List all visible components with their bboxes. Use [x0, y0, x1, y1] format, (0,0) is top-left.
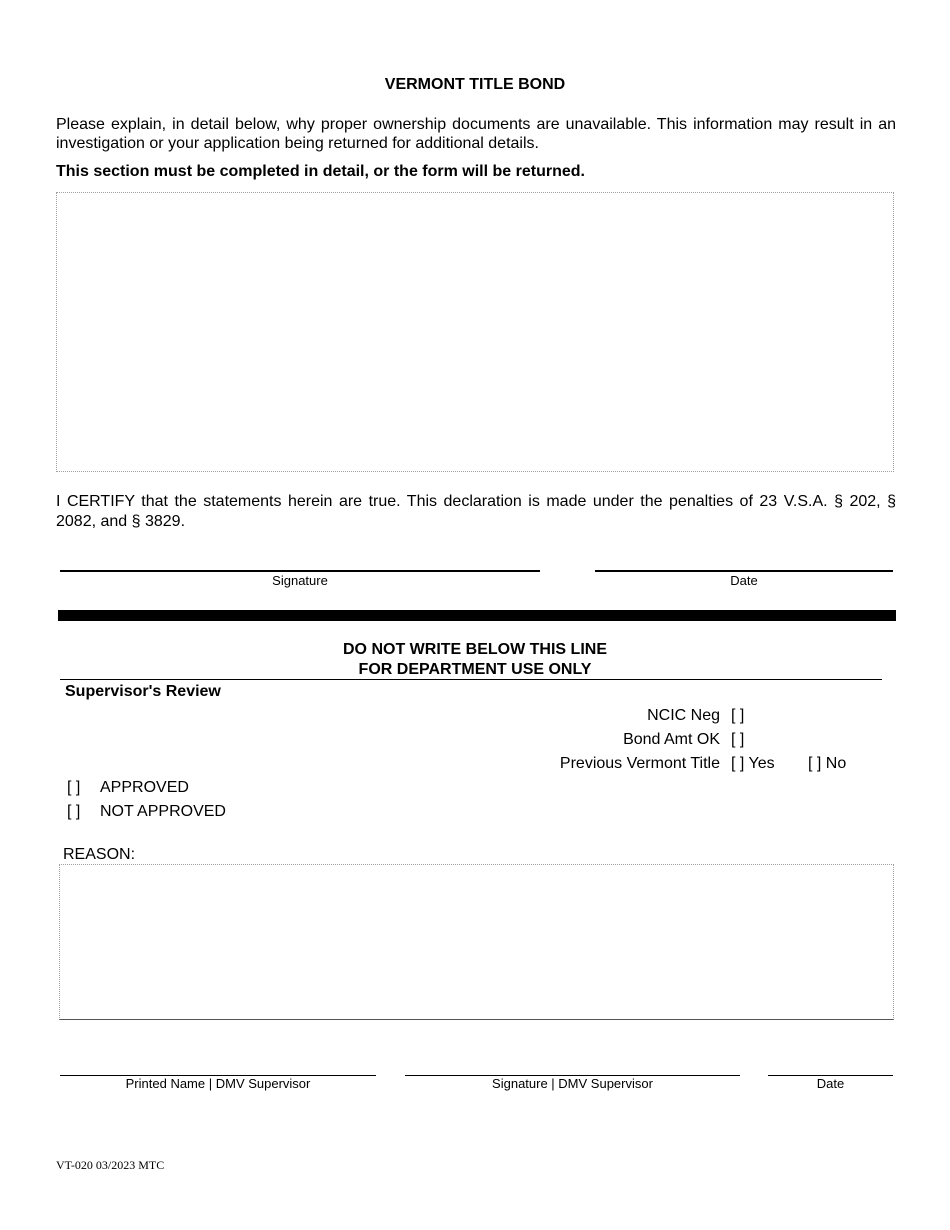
supervisor-review-heading: Supervisor's Review	[65, 683, 221, 700]
separator-bar	[58, 610, 896, 621]
form-title: VERMONT TITLE BOND	[384, 76, 566, 93]
bond-amt-ok-label: Bond Amt OK	[623, 731, 720, 748]
supervisor-signature-label: Signature | DMV Supervisor	[492, 1076, 653, 1091]
explanation-textarea[interactable]	[56, 192, 894, 472]
supervisor-date-label: Date	[816, 1076, 845, 1091]
ncic-neg-label: NCIC Neg	[647, 707, 720, 724]
department-divider	[60, 679, 882, 680]
previous-title-no-checkbox[interactable]: [ ] No	[808, 755, 847, 772]
reason-label: REASON:	[63, 846, 136, 863]
previous-vermont-title-label: Previous Vermont Title	[559, 755, 720, 772]
not-approved-label: NOT APPROVED	[100, 803, 226, 820]
bond-amt-ok-checkbox[interactable]: [ ]	[731, 731, 745, 748]
approved-checkbox[interactable]: [ ]	[67, 779, 81, 796]
not-approved-checkbox[interactable]: [ ]	[67, 803, 81, 820]
department-use-heading: FOR DEPARTMENT USE ONLY	[358, 661, 592, 678]
applicant-signature-line[interactable]	[60, 570, 540, 572]
previous-title-yes-checkbox[interactable]: [ ] Yes	[731, 755, 775, 772]
completion-warning: This section must be completed in detail, or the form will be returned.	[56, 163, 585, 180]
instructions-text: Please explain, in detail below, why proper ownership documents are unavailable. This information may result in an investigation or your application being returned for additional details.	[56, 116, 896, 152]
do-not-write-heading: DO NOT WRITE BELOW THIS LINE	[343, 641, 607, 658]
form-code: VT-020 03/2023 MTC	[56, 1158, 165, 1172]
applicant-signature-label: Signature	[272, 573, 328, 588]
applicant-date-line[interactable]	[595, 570, 893, 572]
reason-textarea[interactable]	[59, 864, 894, 1020]
applicant-date-label: Date	[730, 573, 758, 588]
printed-name-label: Printed Name | DMV Supervisor	[125, 1076, 311, 1091]
approved-label: APPROVED	[100, 779, 189, 796]
certification-statement: I CERTIFY that the statements herein are true. This declaration is made under the penalties of 23 V.S.A. § 202, § 2082, and § 3829.	[56, 493, 896, 530]
ncic-neg-checkbox[interactable]: [ ]	[731, 707, 745, 724]
